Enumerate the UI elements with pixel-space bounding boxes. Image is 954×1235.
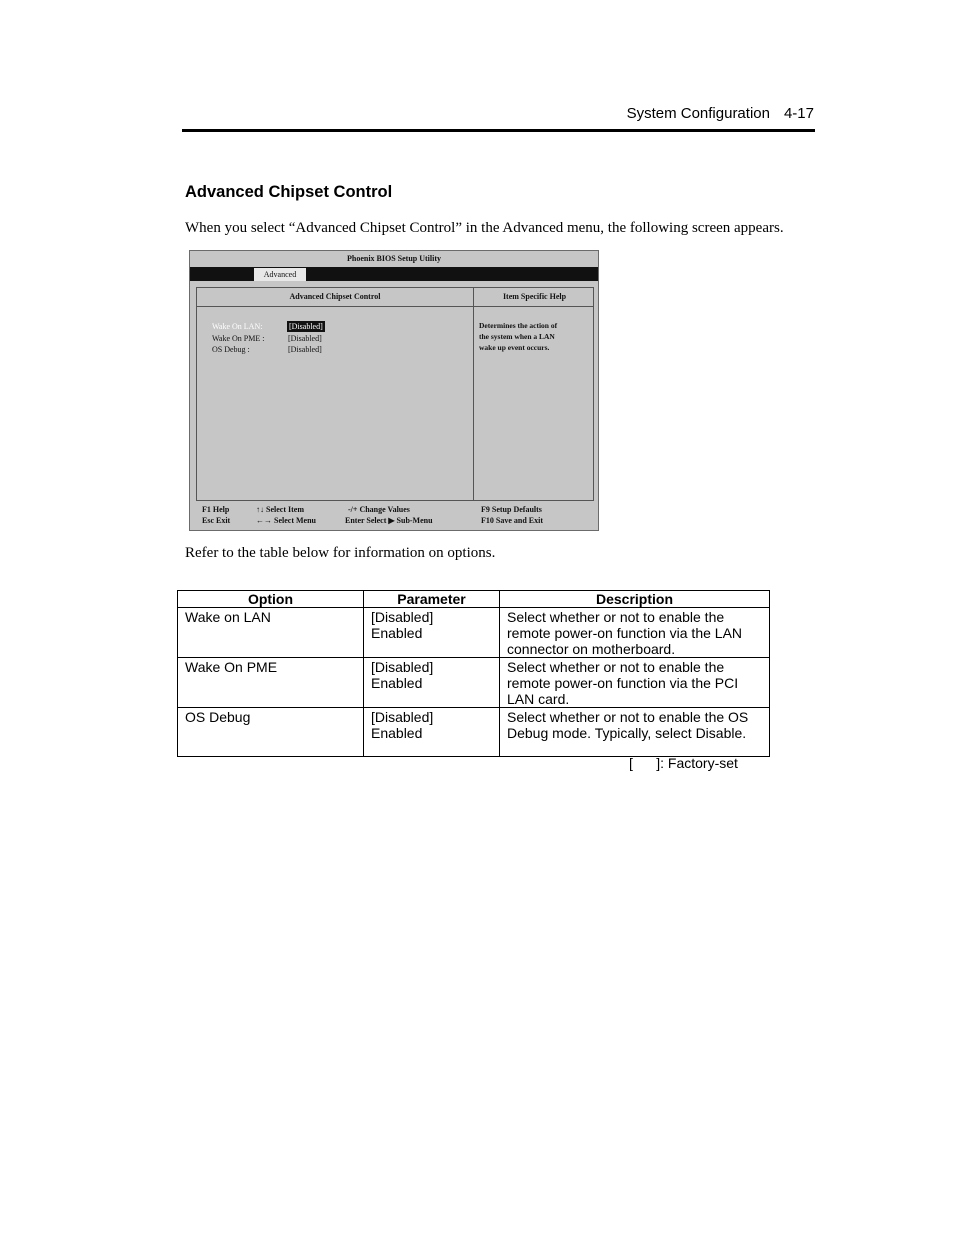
description-cell: Select whether or not to enable the remote power-on function via the PCI LAN card.	[500, 658, 770, 708]
header-option: Option	[178, 591, 364, 608]
bios-help-text	[479, 320, 589, 353]
bios-key-plusminus: -/+ Change Values	[348, 505, 410, 514]
intro-paragraph: When you select “Advanced Chipset Control” in the Advanced menu, the following screen appears.	[185, 220, 784, 236]
parameter-cell	[364, 608, 500, 658]
bios-panel-title: Advanced Chipset Control	[289, 292, 381, 301]
parameter-alt: Enabled	[371, 625, 423, 641]
header-rule	[182, 129, 815, 132]
refer-paragraph: Refer to the table below for information on options.	[185, 545, 496, 561]
bios-item-wake-on-pme[interactable]	[212, 334, 322, 343]
table-row	[178, 658, 770, 708]
factory-set-note: [ ]: Factory-set	[629, 755, 738, 771]
parameter-alt: Enabled	[371, 725, 423, 741]
bios-menubar	[190, 267, 598, 281]
bios-item-label: OS Debug :	[212, 345, 250, 354]
bios-key-f9: F9 Setup Defaults	[481, 505, 542, 514]
bios-screenshot	[189, 250, 599, 531]
bios-item-value[interactable]: [Disabled]	[288, 334, 322, 343]
bios-key-leftright: ←→ Select Menu	[256, 516, 316, 525]
bios-help-title: Item Specific Help	[502, 292, 567, 301]
bios-help-line: wake up event occurs.	[479, 343, 550, 352]
table-row	[178, 708, 770, 757]
bios-footer	[202, 504, 592, 530]
parameter-cell	[364, 658, 500, 708]
header-section: System Configuration	[626, 105, 770, 122]
bios-item-value[interactable]: [Disabled]	[289, 322, 323, 331]
bios-key-enter: Enter Select ▶ Sub-Menu	[345, 516, 433, 525]
parameter-default: [Disabled]	[371, 659, 434, 675]
bios-panel-divider	[473, 288, 474, 500]
header-description: Description	[500, 591, 770, 608]
bios-help-line: the system when a LAN	[479, 332, 555, 341]
header-parameter: Parameter	[364, 591, 500, 608]
description-cell: Select whether or not to enable the OS Debug mode. Typically, select Disable.	[500, 708, 770, 757]
bios-panel	[196, 287, 594, 501]
bios-item-label: Wake On LAN:	[212, 322, 263, 331]
bios-help-line: Determines the action of	[479, 321, 558, 330]
bios-item-label: Wake On PME :	[212, 334, 265, 343]
table-header-row	[178, 591, 770, 608]
parameter-alt: Enabled	[371, 675, 423, 691]
bios-key-updown: ↑↓ Select Item	[256, 505, 304, 514]
options-table	[177, 590, 770, 757]
parameter-default: [Disabled]	[371, 609, 434, 625]
description-cell: Select whether or not to enable the remote power-on function via the LAN connector on motherboard.	[500, 608, 770, 658]
bios-key-f10: F10 Save and Exit	[481, 516, 544, 525]
parameter-default: [Disabled]	[371, 709, 434, 725]
option-cell: Wake on LAN	[178, 608, 364, 658]
table-row	[178, 608, 770, 658]
page-number: 4-17	[783, 105, 814, 122]
bios-key-esc: Esc Exit	[202, 516, 231, 525]
option-cell: OS Debug	[178, 708, 364, 757]
bios-tab-advanced[interactable]: Advanced	[254, 268, 306, 281]
section-title: Advanced Chipset Control	[185, 183, 393, 201]
running-header	[627, 105, 814, 122]
bios-item-wake-on-lan[interactable]	[212, 322, 324, 331]
bios-title: Phoenix BIOS Setup Utility	[346, 254, 441, 263]
bios-key-f1: F1 Help	[202, 505, 230, 514]
bios-item-os-debug[interactable]	[212, 345, 322, 354]
bios-item-value[interactable]: [Disabled]	[288, 345, 322, 354]
option-cell: Wake On PME	[178, 658, 364, 708]
parameter-cell	[364, 708, 500, 757]
